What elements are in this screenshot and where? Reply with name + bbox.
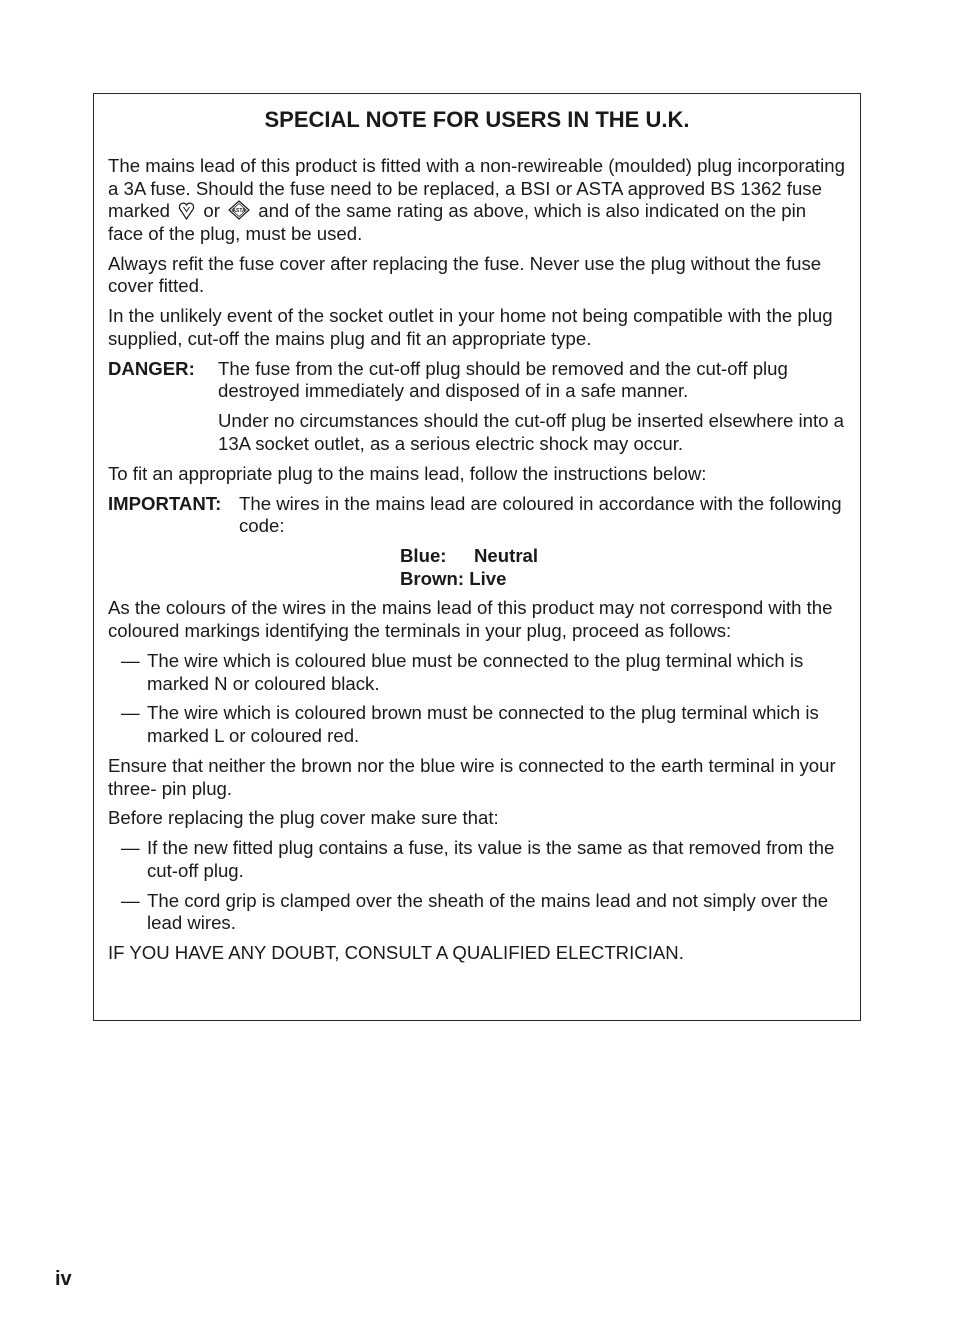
code-blue-key: Blue:: [400, 544, 447, 566]
code-blue-value: Neutral: [474, 544, 539, 566]
list-item-text: The wire which is coloured blue must be connected to the plug terminal which is marked N or coloured black.: [147, 649, 804, 694]
fuse-paragraph-text-after: and of the same rating as above, which is also indicated on the pin face of the plug, must be used.: [108, 200, 807, 244]
fuse-cover-paragraph: Always refit the fuse cover after replacing the fuse. Never use the plug without the fuse cover fitted.: [108, 252, 822, 297]
fuse-paragraph: [108, 155, 846, 245]
uk-special-note-box: [93, 93, 861, 1021]
important-label: IMPORTANT:: [108, 492, 222, 514]
danger-text-2: Under no circumstances should the cut-off plug be inserted elsewhere into a 13A socket outlet, as a serious electric shock may occur.: [218, 410, 845, 454]
dash-bullet: —: [121, 649, 140, 671]
wire-colour-code: [108, 545, 846, 590]
list-item-text: The cord grip is clamped over the sheath of the mains lead and not simply over the lead wires.: [147, 889, 829, 934]
important-section: [108, 493, 846, 538]
code-brown-key: Brown:: [400, 567, 465, 589]
consult-electrician-paragraph: IF YOU HAVE ANY DOUBT, CONSULT A QUALIFIED ELECTRICIAN.: [108, 942, 684, 964]
dash-bullet: —: [121, 837, 140, 859]
list-item: [108, 702, 846, 747]
code-brown-value: Live: [469, 567, 507, 589]
dash-bullet: —: [121, 702, 140, 724]
note-title: SPECIAL NOTE FOR USERS IN THE U.K.: [264, 107, 690, 132]
page-number: iv: [55, 1268, 72, 1290]
list-item: [108, 837, 846, 882]
earth-terminal-paragraph: Ensure that neither the brown nor the blue wire is connected to the earth terminal in your three- pin plug.: [108, 754, 836, 799]
wire-colours-paragraph: As the colours of the wires in the mains lead of this product may not correspond with the coloured markings identifying the terminals in your plug, proceed as follows:: [108, 597, 833, 642]
dash-bullet: —: [121, 889, 140, 911]
socket-compat-paragraph: In the unlikely event of the socket outlet in your home not being compatible with the plug supplied, cut-off the mains plug and fit an appropriate type.: [108, 305, 833, 349]
bsi-kitemark-icon: [178, 201, 195, 220]
danger-label: DANGER:: [108, 357, 195, 379]
danger-body: [218, 358, 846, 456]
asta-diamond-icon: [228, 200, 250, 220]
code-row-blue: [400, 545, 846, 568]
note-content: [108, 155, 846, 965]
fuse-paragraph-text-before: The mains lead of this product is fitted with a non-rewireable (moulded) plug incorporating a 3A fuse. Should the fuse need to be replaced, a BSI or ASTA approved BS 1362 fuse marked: [108, 155, 845, 222]
danger-text-1: The fuse from the cut-off plug should be removed and the cut-off plug destroyed immediately and disposed of in a safe manner.: [218, 357, 788, 402]
list-item-text: The wire which is coloured brown must be connected to the plug terminal which is marked L or coloured red.: [147, 702, 819, 747]
list-item-text: If the new fitted plug contains a fuse, its value is the same as that removed from the cut-off plug.: [147, 837, 835, 881]
list-item: [108, 890, 846, 935]
fuse-paragraph-or: or: [203, 200, 220, 222]
asta-mark-text: ASTA: [232, 208, 246, 215]
code-row-brown: [400, 568, 846, 591]
danger-section: [108, 358, 846, 456]
list-item: [108, 650, 846, 695]
plug-cover-paragraph: Before replacing the plug cover make sure that:: [108, 807, 499, 829]
important-text: The wires in the mains lead are coloured in accordance with the following code:: [239, 492, 842, 537]
fit-plug-paragraph: To fit an appropriate plug to the mains lead, follow the instructions below:: [108, 462, 707, 484]
